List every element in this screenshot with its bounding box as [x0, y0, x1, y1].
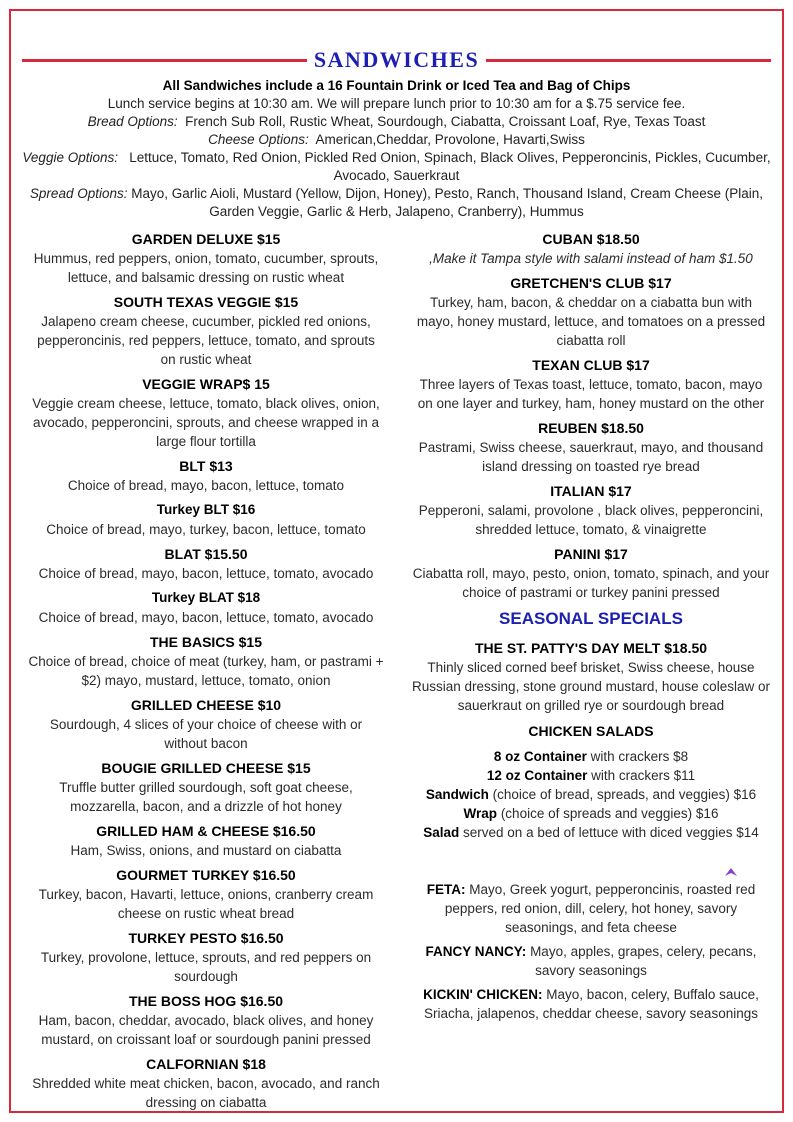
item-desc: Choice of bread, mayo, bacon, lettuce, tomato, avocado: [38, 610, 374, 625]
item-name: BLT $13: [179, 458, 233, 474]
item-name: VEGGIE WRAP$ 15: [142, 376, 270, 392]
spread-options-label: Spread Options:: [29, 186, 128, 201]
item-desc: Thinly sliced corned beef brisket, Swiss cheese, house Russian dressing, stone ground mustard, house coleslaw or sauerkraut on grilled rye or sourdough bread: [412, 660, 770, 713]
item-desc: ,Make it Tampa style with salami instead of ham $1.50: [429, 251, 753, 266]
item-desc: Ham, bacon, cheddar, avocado, black olives, and honey mustard, on croissant loaf or sourdough panini pressed: [38, 1013, 374, 1047]
menu-item: [28, 229, 384, 287]
salad-item: [412, 880, 770, 937]
option-desc: (choice of bread, spreads, and veggies) $16: [488, 787, 757, 802]
menu-item: [28, 374, 384, 451]
menu-item: [28, 758, 384, 816]
item-name: THE ST. PATTY'S DAY MELT $18.50: [474, 640, 708, 656]
menu-item: [28, 588, 384, 627]
item-desc: Choice of bread, choice of meat (turkey, ham, or pastrami + $2) mayo, mustard, lettuce, tomato, onion: [28, 654, 384, 688]
menu-item: [412, 229, 770, 268]
title-rule-left: [22, 59, 307, 62]
menu-item: [412, 544, 770, 602]
option-desc: with crackers $11: [587, 768, 696, 783]
menu-item: [412, 355, 770, 413]
option-name: 8 oz Container: [493, 749, 587, 764]
item-desc: Truffle butter grilled sourdough, soft goat cheese, mozzarella, bacon, and a drizzle of hot honey: [59, 780, 353, 814]
salad-item: [412, 942, 770, 980]
item-name: ITALIAN $17: [550, 483, 632, 499]
item-name: BLAT $15.50: [164, 546, 248, 562]
option-desc: with crackers $8: [586, 749, 689, 764]
item-name: CUBAN $18.50: [542, 231, 640, 247]
item-name: BOUGIE GRILLED CHEESE $15: [101, 760, 311, 776]
salad-name: FETA:: [426, 882, 466, 897]
salad-item: [412, 985, 770, 1023]
salad-name: FANCY NANCY:: [425, 944, 527, 959]
item-desc: Turkey, ham, bacon, & cheddar on a ciabatta bun with mayo, honey mustard, lettuce, and tomatoes on a pressed ciabatta roll: [416, 295, 766, 348]
item-name: REUBEN $18.50: [538, 420, 644, 436]
cheese-options-label: Cheese Options:: [208, 132, 309, 147]
item-desc: Sourdough, 4 slices of your choice of cheese with or without bacon: [49, 717, 363, 751]
menu-item: [412, 481, 770, 539]
item-name: THE BASICS $15: [149, 634, 263, 650]
item-desc: Choice of bread, mayo, bacon, lettuce, tomato, avocado: [38, 566, 374, 581]
veggie-options: [20, 149, 773, 185]
item-desc: Choice of bread, mayo, bacon, lettuce, tomato: [67, 478, 345, 493]
item-name: THE BOSS HOG $16.50: [128, 993, 284, 1009]
item-name: Turkey BLAT $18: [151, 590, 261, 605]
menu-item: [28, 500, 384, 539]
option-desc: (choice of spreads and veggies) $16: [497, 806, 719, 821]
menu-item: [28, 456, 384, 495]
menu-item: [28, 292, 384, 369]
chicken-option: [412, 785, 770, 804]
menu-item: [28, 632, 384, 690]
menu-item: [28, 695, 384, 753]
chicken-option: [412, 766, 770, 785]
item-name: GRETCHEN'S CLUB $17: [510, 275, 672, 291]
menu-item: [28, 865, 384, 923]
item-desc: Turkey, bacon, Havarti, lettuce, onions, cranberry cream cheese on rustic wheat bread: [38, 887, 374, 921]
intro-block: [20, 77, 773, 221]
item-desc: Jalapeno cream cheese, cucumber, pickled red onions, pepperoncinis, red peppers, lettuce, tomato, and sprouts on rustic wheat: [37, 314, 375, 367]
intro-included: All Sandwiches include a 16 Fountain Drink or Iced Tea and Bag of Chips: [162, 78, 631, 93]
item-desc: Ciabatta roll, mayo, pesto, onion, tomato, spinach, and your choice of pastrami or turkey panini pressed: [412, 566, 770, 600]
item-name: CALFORNIAN $18: [146, 1056, 266, 1072]
veggie-options-label: Veggie Options:: [22, 150, 118, 165]
spread-options: [20, 185, 773, 221]
item-desc: Ham, Swiss, onions, and mustard on ciabatta: [70, 843, 342, 858]
menu-item: [412, 638, 770, 715]
menu-item: [28, 1054, 384, 1112]
item-name: GARDEN DELUXE $15: [131, 231, 281, 247]
item-name: Turkey BLT $16: [156, 502, 256, 517]
option-name: Salad: [423, 825, 460, 840]
option-name: Sandwich: [425, 787, 489, 802]
item-name: TURKEY PESTO $16.50: [128, 930, 284, 946]
seasonal-specials-heading: SEASONAL SPECIALS: [499, 609, 683, 628]
chicken-option: [412, 823, 770, 842]
item-name: TEXAN CLUB $17: [532, 357, 650, 373]
right-column: [412, 229, 770, 1028]
chicken-option: [412, 747, 770, 766]
salad-name: KICKIN' CHICKEN:: [423, 987, 543, 1002]
item-desc: Veggie cream cheese, lettuce, tomato, black olives, onion, avocado, pepperoncini, sprouts, and cheese wrapped in a large flour tortilla: [32, 396, 380, 449]
menu-item: [28, 928, 384, 986]
bread-options: [20, 113, 773, 131]
page-title: SANDWICHES: [313, 47, 480, 72]
item-desc: Turkey, provolone, lettuce, sprouts, and red peppers on sourdough: [40, 950, 372, 984]
item-desc: Shredded white meat chicken, bacon, avocado, and ranch dressing on ciabatta: [32, 1076, 380, 1110]
cheese-options: [20, 131, 773, 149]
spacer: [412, 842, 770, 876]
intro-service: Lunch service begins at 10:30 am. We will prepare lunch prior to 10:30 am for a $.75 service fee.: [107, 96, 686, 111]
chicken-salads-heading: CHICKEN SALADS: [528, 723, 654, 739]
item-name: GRILLED CHEESE $10: [130, 697, 282, 713]
item-desc: Pastrami, Swiss cheese, sauerkraut, mayo, and thousand island dressing on toasted rye bread: [418, 440, 764, 474]
spread-options-value: Mayo, Garlic Aioli, Mustard (Yellow, Dijon, Honey), Pesto, Ranch, Thousand Island, Cream Cheese (Plain, Garden Veggie, Garlic & Herb, Jalapeno, Cranberry), Hummus: [131, 186, 764, 219]
salad-desc: Mayo, Greek yogurt, pepperoncinis, roasted red peppers, red onion, dill, celery, hot honey, savory seasonings, and feta cheese: [444, 882, 756, 935]
bread-options-value: French Sub Roll, Rustic Wheat, Sourdough, Ciabatta, Croissant Loaf, Rye, Texas Toast: [185, 114, 706, 129]
cheese-options-value: American,Cheddar, Provolone, Havarti,Swiss: [315, 132, 585, 147]
item-desc: Pepperoni, salami, provolone , black olives, pepperoncini, shredded lettuce, tomato, & vinaigrette: [418, 503, 764, 537]
menu-item: [412, 273, 770, 350]
item-name: PANINI $17: [554, 546, 628, 562]
item-desc: Hummus, red peppers, onion, tomato, cucumber, sprouts, lettuce, and balsamic dressing on rustic wheat: [33, 251, 379, 285]
option-desc: served on a bed of lettuce with diced veggies $14: [459, 825, 759, 840]
salad-desc: Mayo, apples, grapes, celery, pecans, savory seasonings: [526, 944, 757, 978]
menu-item: [28, 821, 384, 860]
item-desc: Three layers of Texas toast, lettuce, tomato, bacon, mayo on one layer and turkey, ham, honey mustard on the other: [417, 377, 765, 411]
menu-item: [28, 991, 384, 1049]
item-name: SOUTH TEXAS VEGGIE $15: [113, 294, 299, 310]
option-name: 12 oz Container: [486, 768, 588, 783]
title-rule-right: [486, 59, 771, 62]
menu-item: [412, 418, 770, 476]
item-name: GRILLED HAM & CHEESE $16.50: [96, 823, 316, 839]
chicken-option: [412, 804, 770, 823]
title-row: [22, 48, 771, 72]
option-name: Wrap: [463, 806, 498, 821]
veggie-options-value: Lettuce, Tomato, Red Onion, Pickled Red Onion, Spinach, Black Olives, Pepperoncinis, Pickles, Cucumber, Avocado, Sauerkraut: [129, 150, 771, 183]
salad-desc: Mayo, bacon, celery, Buffalo sauce, Sriacha, jalapenos, cheddar cheese, savory seasonings: [424, 987, 759, 1021]
menu-item: [28, 544, 384, 583]
item-name: GOURMET TURKEY $16.50: [116, 867, 296, 883]
bread-options-label: Bread Options:: [87, 114, 178, 129]
mouse-cursor-icon: [725, 868, 737, 876]
item-desc: Choice of bread, mayo, turkey, bacon, lettuce, tomato: [46, 522, 366, 537]
left-column: [28, 229, 384, 1117]
